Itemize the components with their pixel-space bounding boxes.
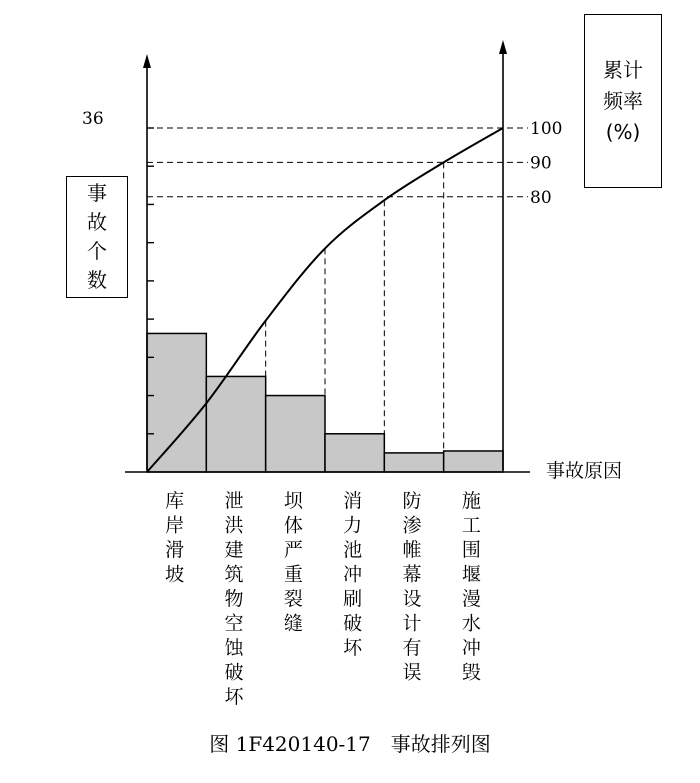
right-tick-label: 80 (530, 187, 552, 208)
category-labels (165, 490, 481, 708)
right-axis-tick-labels (530, 119, 562, 208)
bar-1 (147, 333, 206, 472)
category-label-4: 消力池冲刷破坏 (343, 490, 363, 659)
right-tick-label: 100 (530, 119, 563, 139)
left-axis-arrow-icon (143, 54, 151, 68)
left-axis-title-box (66, 176, 128, 298)
bar-4 (325, 434, 384, 472)
figure-title: 事故排列图 (390, 732, 491, 756)
category-label-6: 施工围堰漫水冲毁 (461, 490, 481, 684)
bar-3 (266, 396, 325, 472)
right-axis-title-box (584, 14, 662, 188)
left-axis-max-label: 36 (82, 109, 104, 129)
category-label-3: 坝体严重裂缝 (283, 490, 303, 635)
category-label-1: 库岸滑坡 (165, 490, 185, 586)
figure-number: 图 1F420140-17 (209, 732, 371, 756)
bar-6 (444, 451, 503, 472)
right-axis-arrow-icon (499, 40, 507, 54)
right-axis-title: 累计频率(%) (603, 57, 643, 144)
category-label-2: 泄洪建筑物空蚀破坏 (224, 490, 244, 708)
x-axis-label: 事故原因 (546, 460, 623, 482)
right-tick-label: 90 (530, 153, 552, 174)
bar-5 (384, 453, 443, 472)
category-label-5: 防渗帷幕设计有误 (402, 490, 422, 684)
figure-caption (0, 728, 700, 757)
left-axis-title: 事故个数 (87, 181, 107, 292)
